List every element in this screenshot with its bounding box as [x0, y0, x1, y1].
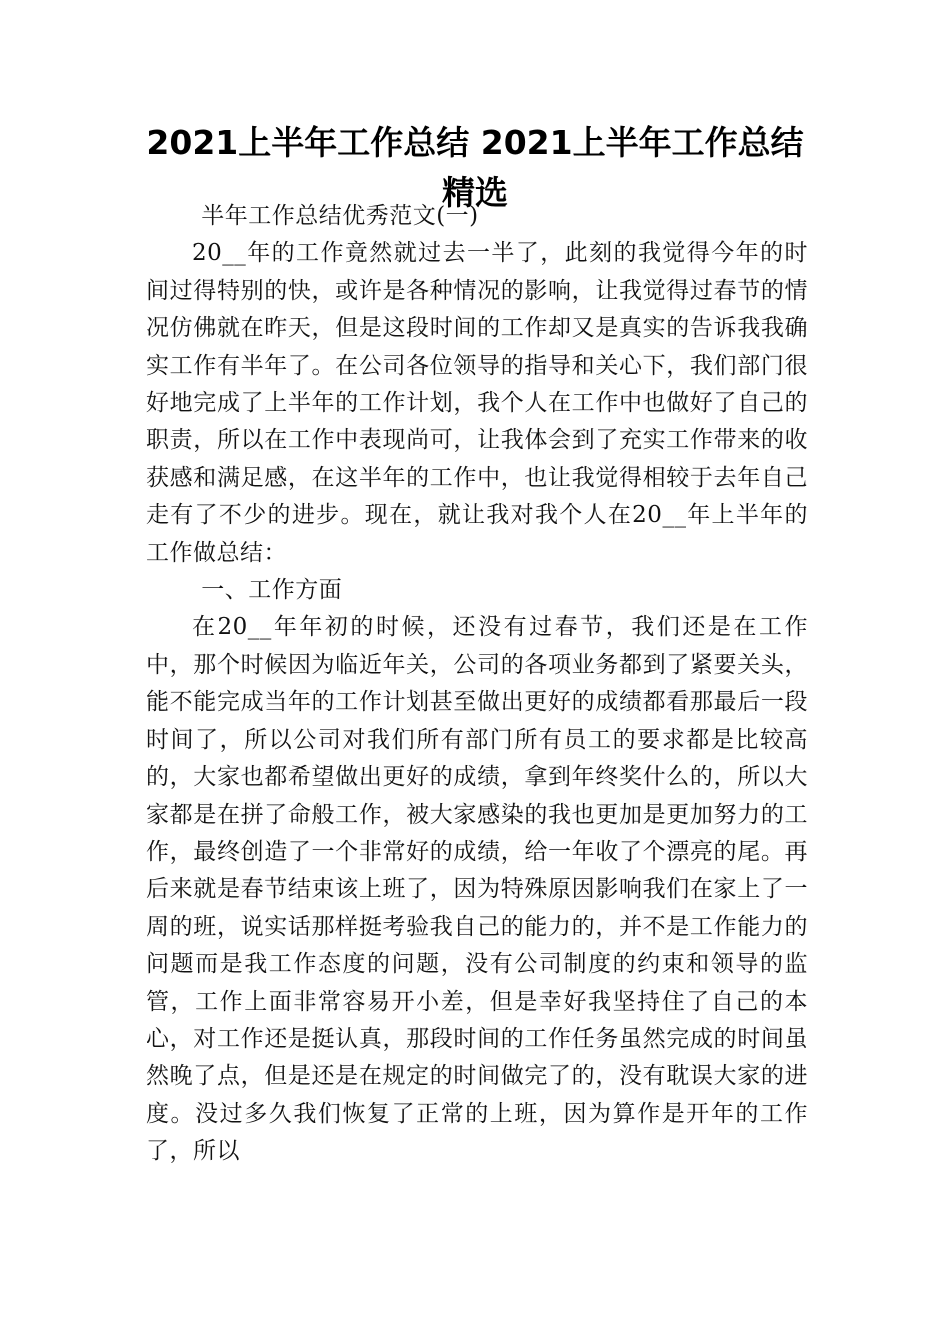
intro-paragraph: 20__年的工作竟然就过去一半了，此刻的我觉得今年的时间过得特别的快，或许是各种情况的影响，让我觉得过春节的情况仿佛就在昨天，但是这段时间的工作却又是真实的告诉我我确实工作有半年了。在公司各位领导的指导和关心下，我们部门很好地完成了上半年的工作计划，我个人在工作中也做好了自己的职责，所以在工作中表现尚可，让我体会到了充实工作带来的收获感和满足感，在这半年的工作中，也让我觉得相较于去年自己走有了不少的进步。现在，就让我对我个人在20__年上半年的工作做总结： — [146, 240, 808, 566]
document-body — [146, 198, 808, 1171]
section-heading-work: 一、工作方面 — [201, 577, 343, 604]
section-heading-sample: 半年工作总结优秀范文(一) — [201, 203, 479, 229]
document-title: 2021上半年工作总结 2021上半年工作总结精选 — [146, 123, 804, 212]
work-paragraph: 在20__年年初的时候，还没有过春节，我们还是在工作中，那个时候因为临近年关，公司的各项业务都到了紧要关头，能不能完成当年的工作计划甚至做出更好的成绩都看那最后一段时间了，所以公司对我们所有部门所有员工的要求都是比较高的，大家也都希望做出更好的成绩，拿到年终奖什么的，所以大家都是在拼了命般工作，被大家感染的我也更加是更加努力的工作，最终创造了一个非常好的成绩，给一年收了个漂亮的尾。再后来就是春节结束该上班了，因为特殊原因影响我们在家上了一周的班，说实话那样挺考验我自己的能力的，并不是工作能力的问题而是我工作态度的问题，没有公司制度的约束和领导的监管，工作上面非常容易开小差，但是幸好我坚持住了自己的本心，对工作还是挺认真，那段时间的工作任务虽然完成的时间虽然晚了点，但是还是在规定的时间做完了的，没有耽误大家的进度。没过多久我们恢复了正常的上班，因为算作是开年的工作了，所以 — [146, 614, 808, 1165]
